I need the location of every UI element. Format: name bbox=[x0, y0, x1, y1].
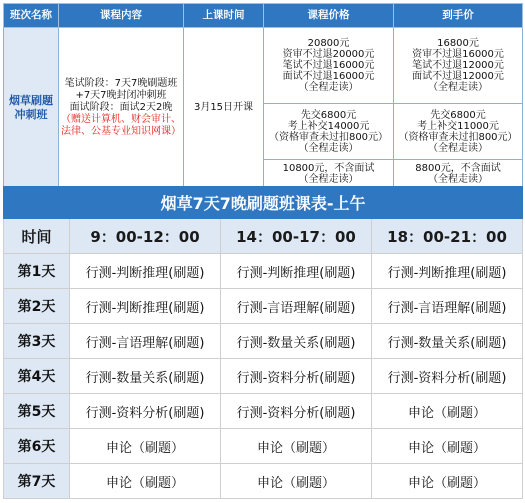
schedule-cell: 行测-判断推理(刷题) bbox=[70, 254, 221, 289]
final-line: 16800元 bbox=[437, 38, 479, 49]
price-cell bbox=[264, 160, 394, 188]
schedule-table bbox=[3, 186, 523, 499]
final-line: （全程走读） bbox=[428, 142, 488, 154]
final-line: （资格审查未过扣800元） bbox=[398, 131, 518, 143]
price-line: （全程走读） bbox=[298, 173, 359, 185]
table-row bbox=[4, 254, 523, 289]
final-line: 先交6800元 bbox=[430, 109, 486, 121]
day-label: 第1天 bbox=[4, 254, 70, 289]
price-line: 笔试不过退16000元 bbox=[282, 60, 375, 71]
schedule-header-row bbox=[4, 219, 523, 254]
schedule-cell: 行测-数量关系(刷题) bbox=[221, 324, 372, 359]
day-label: 第3天 bbox=[4, 324, 70, 359]
final-price-cell bbox=[394, 28, 523, 104]
final-line: 笔试不过退12000元 bbox=[412, 60, 504, 71]
schedule-cell: 行测-判断推理(刷题) bbox=[70, 289, 221, 324]
schedule-cell: 行测-资料分析(刷题) bbox=[221, 394, 372, 429]
price-line: 先交6800元 bbox=[300, 109, 357, 121]
header-class-name: 班次名称 bbox=[4, 4, 59, 28]
price-line: 考上补交14000元 bbox=[287, 120, 370, 132]
price-row bbox=[4, 28, 523, 104]
final-line: 资审不过退16000元 bbox=[412, 49, 504, 60]
header-course-content: 课程内容 bbox=[59, 4, 184, 28]
schedule-cell: 申论（刷题） bbox=[221, 464, 372, 499]
schedule-cell: 行测-判断推理(刷题) bbox=[372, 254, 523, 289]
schedule-cell: 行测-言语理解(刷题) bbox=[372, 289, 523, 324]
price-table bbox=[3, 3, 523, 188]
final-line: 考上补交11000元 bbox=[417, 120, 499, 132]
final-line: （全程走读） bbox=[428, 173, 488, 185]
course-content-cell bbox=[59, 28, 184, 188]
table-row bbox=[4, 394, 523, 429]
day-label: 第2天 bbox=[4, 289, 70, 324]
schedule-cell: 行测-资料分析(刷题) bbox=[372, 359, 523, 394]
final-line: 8800元，不含面试 bbox=[415, 162, 501, 174]
table-row bbox=[4, 324, 523, 359]
table-row bbox=[4, 289, 523, 324]
header-course-price: 课程价格 bbox=[264, 4, 394, 28]
price-line: 面试不过退16000元 bbox=[282, 71, 375, 82]
final-price-cell bbox=[394, 160, 523, 188]
day-label: 第6天 bbox=[4, 429, 70, 464]
header-afternoon: 14：00-17：00 bbox=[221, 219, 372, 254]
schedule-cell: 行测-言语理解(刷题) bbox=[70, 324, 221, 359]
header-time: 时间 bbox=[4, 219, 70, 254]
class-name-cell: 烟草刷题冲刺班 bbox=[4, 28, 59, 188]
final-line: （全程走读） bbox=[428, 82, 488, 93]
day-label: 第4天 bbox=[4, 359, 70, 394]
day-label: 第7天 bbox=[4, 464, 70, 499]
header-morning: 9：00-12：00 bbox=[70, 219, 221, 254]
header-final-price: 到手价 bbox=[394, 4, 523, 28]
header-evening: 18：00-21：00 bbox=[372, 219, 523, 254]
price-cell bbox=[264, 28, 394, 104]
schedule-cell: 行测-数量关系(刷题) bbox=[372, 324, 523, 359]
price-cell bbox=[264, 104, 394, 160]
schedule-title: 烟草7天7晚刷题班课表-上午 bbox=[4, 187, 523, 219]
price-line: 20800元 bbox=[307, 38, 350, 49]
content-line-interview: 面试阶段：面试2天2晚 bbox=[69, 101, 173, 113]
schedule-title-row bbox=[4, 187, 523, 219]
header-start-time: 上课时间 bbox=[184, 4, 264, 28]
schedule-cell: 行测-资料分析(刷题) bbox=[70, 394, 221, 429]
final-price-cell bbox=[394, 104, 523, 160]
table-row bbox=[4, 359, 523, 394]
price-line: 资审不过退20000元 bbox=[282, 49, 375, 60]
schedule-cell: 申论（刷题） bbox=[372, 394, 523, 429]
price-line: 10800元，不含面试 bbox=[282, 162, 375, 174]
schedule-cell: 申论（刷题） bbox=[372, 429, 523, 464]
schedule-cell: 申论（刷题） bbox=[70, 429, 221, 464]
price-table-header-row bbox=[4, 4, 523, 28]
schedule-cell: 行测-判断推理(刷题) bbox=[221, 254, 372, 289]
table-row bbox=[4, 429, 523, 464]
schedule-cell: 行测-言语理解(刷题) bbox=[221, 289, 372, 324]
day-label: 第5天 bbox=[4, 394, 70, 429]
schedule-cell: 申论（刷题） bbox=[221, 429, 372, 464]
schedule-cell: 行测-数量关系(刷题) bbox=[70, 359, 221, 394]
price-table-section bbox=[3, 3, 522, 188]
final-line: 面试不过退12000元 bbox=[412, 71, 504, 82]
content-line-written: 笔试阶段：7天7晚刷题班+7天7晚封闭冲刺班 bbox=[64, 77, 178, 101]
price-line: （全程走读） bbox=[298, 142, 359, 154]
schedule-cell: 行测-资料分析(刷题) bbox=[221, 359, 372, 394]
price-line: （资格审查未过扣800元） bbox=[268, 131, 389, 143]
table-row bbox=[4, 464, 523, 499]
start-time-cell: 3月15日开课 bbox=[184, 28, 264, 188]
schedule-section bbox=[3, 186, 522, 499]
schedule-cell: 申论（刷题） bbox=[70, 464, 221, 499]
content-bonus-note: （赠送计算机、财会审计、法律、公基专业知识网课） bbox=[61, 113, 181, 137]
price-line: （全程走读） bbox=[298, 82, 359, 93]
schedule-cell: 申论（刷题） bbox=[372, 464, 523, 499]
